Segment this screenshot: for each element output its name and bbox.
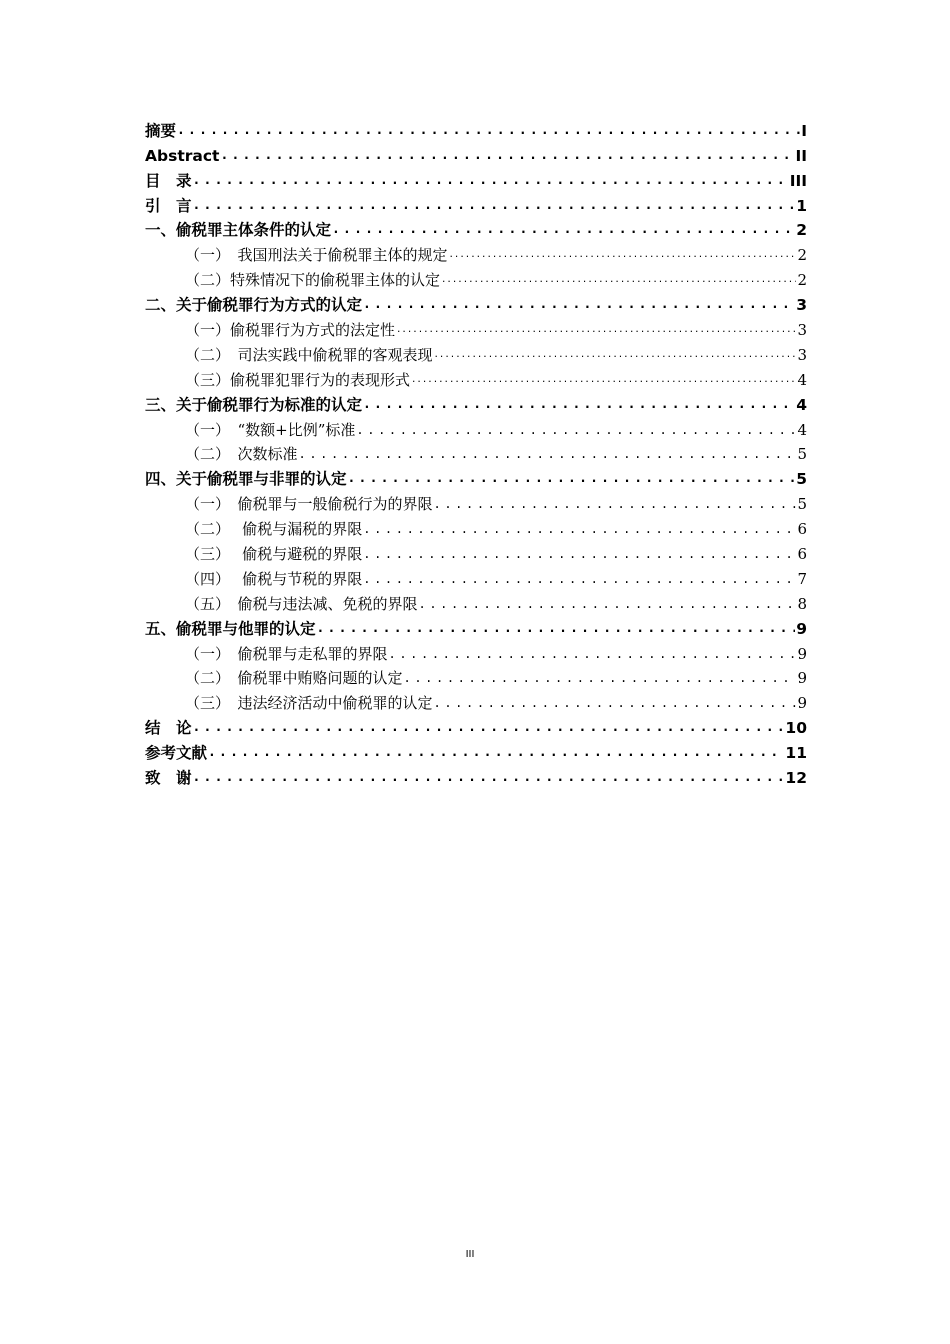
toc-entry-page-number: 5 — [796, 470, 807, 489]
toc-chapter-entry[interactable] — [145, 117, 807, 142]
toc-entry-label: （五） 偷税与违法减、免税的界限 — [185, 594, 418, 613]
toc-entry-page-number: 8 — [797, 594, 807, 613]
toc-dot-leader — [396, 319, 796, 341]
toc-entry-page-number: 2 — [796, 221, 807, 240]
toc-section-entry[interactable] — [145, 341, 807, 366]
toc-chapter-entry[interactable] — [145, 291, 807, 316]
toc-section-entry[interactable] — [145, 241, 807, 266]
toc-entry-page-number: 1 — [796, 196, 807, 215]
toc-dot-leader — [332, 219, 795, 241]
toc-entry-page-number: 11 — [785, 744, 807, 763]
table-of-contents — [145, 117, 807, 789]
toc-entry-label: 五、偷税罪与他罪的认定 — [145, 619, 316, 638]
toc-entry-label: 四、关于偷税罪与非罪的认定 — [145, 470, 347, 489]
toc-entry-page-number: 5 — [797, 495, 807, 514]
toc-dot-leader — [363, 518, 796, 540]
toc-entry-label: 三、关于偷税罪行为标准的认定 — [145, 395, 363, 414]
toc-chapter-entry[interactable] — [145, 465, 807, 490]
toc-entry-label: 引 言 — [145, 196, 192, 215]
toc-dot-leader — [348, 468, 796, 490]
toc-dot-leader — [177, 120, 800, 142]
toc-entry-label: 结 论 — [145, 719, 192, 738]
toc-entry-label: 目 录 — [145, 171, 192, 190]
toc-chapter-entry[interactable] — [145, 142, 807, 167]
toc-section-entry[interactable] — [145, 640, 807, 665]
toc-entry-page-number: 4 — [796, 395, 807, 414]
toc-dot-leader — [434, 692, 797, 714]
toc-entry-page-number: 9 — [797, 669, 807, 688]
toc-entry-page-number: 3 — [797, 345, 807, 364]
toc-entry-label: 二、关于偷税罪行为方式的认定 — [145, 296, 363, 315]
toc-section-entry[interactable] — [145, 515, 807, 540]
toc-section-entry[interactable] — [145, 590, 807, 615]
toc-section-entry[interactable] — [145, 441, 807, 466]
toc-entry-label: （二） 偷税罪中贿赂问题的认定 — [185, 669, 403, 688]
toc-dot-leader — [356, 419, 796, 441]
toc-entry-page-number: 2 — [797, 271, 807, 290]
toc-section-entry[interactable] — [145, 565, 807, 590]
toc-entry-page-number: 7 — [797, 569, 807, 588]
toc-entry-page-number: 10 — [785, 719, 807, 738]
toc-entry-label: （一） “数额+比例”标准 — [185, 420, 356, 439]
toc-dot-leader — [363, 394, 795, 416]
toc-dot-leader — [449, 244, 797, 266]
toc-section-entry[interactable] — [145, 416, 807, 441]
toc-entry-page-number: I — [801, 121, 807, 140]
toc-entry-label: （三） 违法经济活动中偷税罪的认定 — [185, 694, 433, 713]
toc-dot-leader — [419, 593, 797, 615]
toc-dot-leader — [404, 667, 797, 689]
toc-chapter-entry[interactable] — [145, 714, 807, 739]
toc-dot-leader — [193, 717, 785, 739]
toc-dot-leader — [363, 294, 795, 316]
toc-entry-page-number: 9 — [796, 619, 807, 638]
toc-entry-label: （二） 次数标准 — [185, 445, 298, 464]
toc-dot-leader — [434, 493, 797, 515]
toc-dot-leader — [363, 568, 796, 590]
toc-entry-page-number: 4 — [797, 420, 807, 439]
toc-entry-page-number: 3 — [797, 321, 807, 340]
toc-dot-leader — [299, 443, 797, 465]
toc-entry-page-number: 6 — [797, 545, 807, 564]
toc-entry-label: （一） 偷税罪与一般偷税行为的界限 — [185, 495, 433, 514]
toc-entry-label: （二） 偷税与漏税的界限 — [185, 520, 363, 539]
toc-entry-label: （一） 偷税罪与走私罪的界限 — [185, 644, 388, 663]
toc-entry-label: （三）偷税罪犯罪行为的表现形式 — [185, 370, 411, 389]
toc-entry-page-number: 4 — [797, 370, 807, 389]
page-number-footer: III — [465, 1249, 475, 1260]
toc-entry-page-number: 9 — [797, 694, 807, 713]
toc-chapter-entry[interactable] — [145, 217, 807, 242]
toc-chapter-entry[interactable] — [145, 739, 807, 764]
toc-chapter-entry[interactable] — [145, 391, 807, 416]
toc-entry-page-number: 12 — [785, 769, 807, 788]
toc-entry-label: Abstract — [145, 146, 220, 165]
toc-entry-page-number: III — [789, 171, 807, 190]
toc-entry-label: 致 谢 — [145, 769, 192, 788]
toc-section-entry[interactable] — [145, 490, 807, 515]
toc-entry-label: 摘要 — [145, 121, 177, 140]
toc-entry-label: （三） 偷税与避税的界限 — [185, 545, 363, 564]
toc-entry-page-number: 9 — [797, 644, 807, 663]
toc-section-entry[interactable] — [145, 540, 807, 565]
toc-entry-page-number: II — [795, 146, 807, 165]
toc-entry-label: （二） 司法实践中偷税罪的客观表现 — [185, 345, 433, 364]
toc-entry-page-number: 2 — [797, 246, 807, 265]
toc-section-entry[interactable] — [145, 689, 807, 714]
toc-dot-leader — [193, 195, 796, 217]
toc-entry-page-number: 6 — [797, 520, 807, 539]
toc-entry-label: （二）特殊情况下的偷税罪主体的认定 — [185, 271, 441, 290]
toc-dot-leader — [208, 742, 784, 764]
toc-entry-page-number: 3 — [796, 296, 807, 315]
toc-dot-leader — [411, 369, 796, 391]
toc-chapter-entry[interactable] — [145, 764, 807, 789]
toc-entry-page-number: 5 — [797, 445, 807, 464]
toc-entry-label: （四） 偷税与节税的界限 — [185, 569, 363, 588]
toc-entry-label: 一、偷税罪主体条件的认定 — [145, 221, 332, 240]
toc-dot-leader — [389, 643, 797, 665]
toc-dot-leader — [193, 170, 789, 192]
toc-dot-leader — [317, 618, 796, 640]
toc-dot-leader — [434, 344, 797, 366]
toc-section-entry[interactable] — [145, 266, 807, 291]
toc-entry-label: （一） 我国刑法关于偷税罪主体的规定 — [185, 246, 448, 265]
toc-chapter-entry[interactable] — [145, 167, 807, 192]
toc-dot-leader — [441, 269, 796, 291]
toc-dot-leader — [193, 767, 785, 789]
toc-dot-leader — [363, 543, 796, 565]
toc-chapter-entry[interactable] — [145, 615, 807, 640]
toc-section-entry[interactable] — [145, 316, 807, 341]
toc-entry-label: （一）偷税罪行为方式的法定性 — [185, 321, 396, 340]
toc-chapter-entry[interactable] — [145, 192, 807, 217]
toc-dot-leader — [220, 145, 794, 167]
toc-section-entry[interactable] — [145, 366, 807, 391]
toc-section-entry[interactable] — [145, 665, 807, 690]
toc-entry-label: 参考文献 — [145, 744, 208, 763]
